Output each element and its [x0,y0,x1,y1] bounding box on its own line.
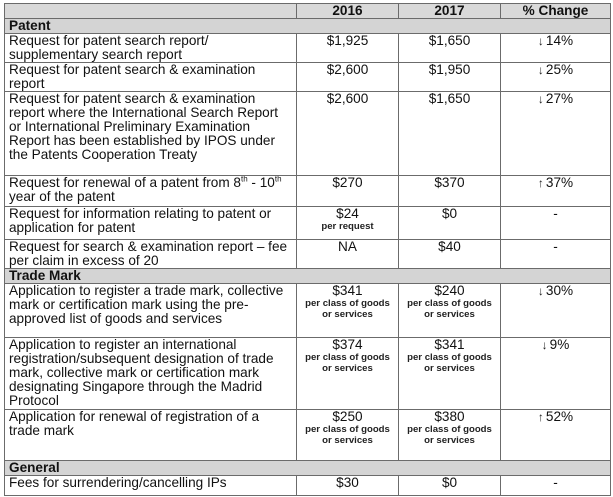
fee-description: Application to register an international registration/subsequent designation of trade mark, collective mark or certification mark designating Singapore through the Madrid Protocol [5,338,297,410]
table-row [5,176,611,207]
percent-change [501,240,611,269]
amount: $1,650 [428,91,471,106]
change-value: 25% [545,62,574,77]
amount: $341 [332,283,363,298]
fee-2016 [297,284,399,338]
table-row [5,34,611,63]
fee-description: Request for patent search & examination report [5,63,297,92]
section-title: Trade Mark [5,269,611,284]
fee-2016 [297,63,399,92]
percent-change [501,284,611,338]
fee-2016 [297,207,399,240]
table-row [5,338,611,410]
amount: $0 [441,475,458,490]
change-value: 52% [545,409,574,424]
arrow-down-icon: ↓ [537,284,544,298]
desc-text: Request for renewal of a patent from 8 [9,175,241,190]
fee-2016 [297,338,399,410]
percent-change [501,92,611,176]
amount: $2,600 [326,91,369,106]
amount: $341 [434,337,465,352]
header-row [5,4,611,19]
fee-2016 [297,92,399,176]
amount: $1,650 [428,33,471,48]
ip-fees-comparison-table [4,3,611,496]
fee-2017 [399,34,501,63]
ordinal-suffix: th [240,175,248,184]
desc-text: year of the patent [9,189,115,204]
ordinal-suffix: th [274,175,282,184]
amount-note: per class of goods or services [407,298,492,320]
fee-2017 [399,338,501,410]
arrow-down-icon: ↓ [537,92,544,106]
change-value: - [553,239,558,254]
amount: $370 [434,175,465,190]
section-title: Patent [5,19,611,34]
amount-note: per class of goods or services [305,352,390,374]
arrow-down-icon: ↓ [537,34,544,48]
fee-2017 [399,63,501,92]
change-value: - [553,206,558,221]
amount: $250 [332,409,363,424]
amount: $30 [336,475,359,490]
amount-note: per class of goods or services [305,298,390,320]
header-percent-change: % Change [501,4,611,19]
fee-description: Request for information relating to patent or application for patent [5,207,297,240]
arrow-down-icon: ↓ [537,63,544,77]
fee-description: Request for patent search report/ supplementary search report [5,34,297,63]
header-description [5,4,297,19]
section-row-general [5,461,611,476]
change-value: 30% [545,283,574,298]
fee-description: Request for search & examination report – fee per claim in excess of 20 [5,240,297,269]
change-value: 27% [545,91,574,106]
amount: $1,950 [428,62,471,77]
percent-change [501,207,611,240]
table-row [5,92,611,176]
fee-2017 [399,410,501,461]
table-row [5,284,611,338]
percent-change [501,476,611,496]
arrow-down-icon: ↓ [541,338,548,352]
amount-note: per class of goods or services [407,352,492,374]
header-2017: 2017 [399,4,501,19]
change-value: 37% [545,175,574,190]
amount-note: per class of goods or services [305,424,390,446]
amount: $240 [434,283,465,298]
fee-2017 [399,284,501,338]
desc-text: - 10 [247,175,275,190]
table-row [5,410,611,461]
percent-change [501,338,611,410]
fee-2017 [399,240,501,269]
arrow-up-icon: ↑ [537,176,544,190]
arrow-up-icon: ↑ [537,410,544,424]
amount: $270 [332,175,363,190]
fee-2017 [399,92,501,176]
section-title: General [5,461,611,476]
change-value: 14% [545,33,574,48]
fee-2016 [297,476,399,496]
table-row [5,207,611,240]
table-row [5,63,611,92]
fee-2016 [297,410,399,461]
amount-note: per request [321,221,374,232]
amount: $380 [434,409,465,424]
table-row [5,240,611,269]
section-row-patent [5,19,611,34]
amount: $2,600 [326,62,369,77]
amount: $1,925 [326,33,369,48]
amount: $40 [438,239,461,254]
percent-change [501,410,611,461]
amount: $0 [441,206,458,221]
percent-change [501,63,611,92]
change-value: - [553,475,558,490]
amount: $24 [336,206,359,221]
percent-change [501,176,611,207]
fee-description: Application to register a trade mark, collective mark or certification mark using the pre-approved list of goods and services [5,284,297,338]
fee-description: Request for patent search & examination report where the International Search Report or International Preliminary Examination Report has been established by IPOS under the Patents Cooperation Treaty [5,92,297,176]
amount: $374 [332,337,363,352]
fee-2017 [399,476,501,496]
header-2016: 2016 [297,4,399,19]
change-value: 9% [549,337,570,352]
fee-description: Application for renewal of registration of a trade mark [5,410,297,461]
fee-2017 [399,176,501,207]
percent-change [501,34,611,63]
fee-2016 [297,34,399,63]
fee-description [5,176,297,207]
fee-2017 [399,207,501,240]
fee-2016 [297,240,399,269]
fee-description: Fees for surrendering/cancelling IPs [5,476,297,496]
fee-2016 [297,176,399,207]
table-row [5,476,611,496]
amount-note: per class of goods or services [407,424,492,446]
amount: NA [338,239,357,254]
section-row-trade-mark [5,269,611,284]
